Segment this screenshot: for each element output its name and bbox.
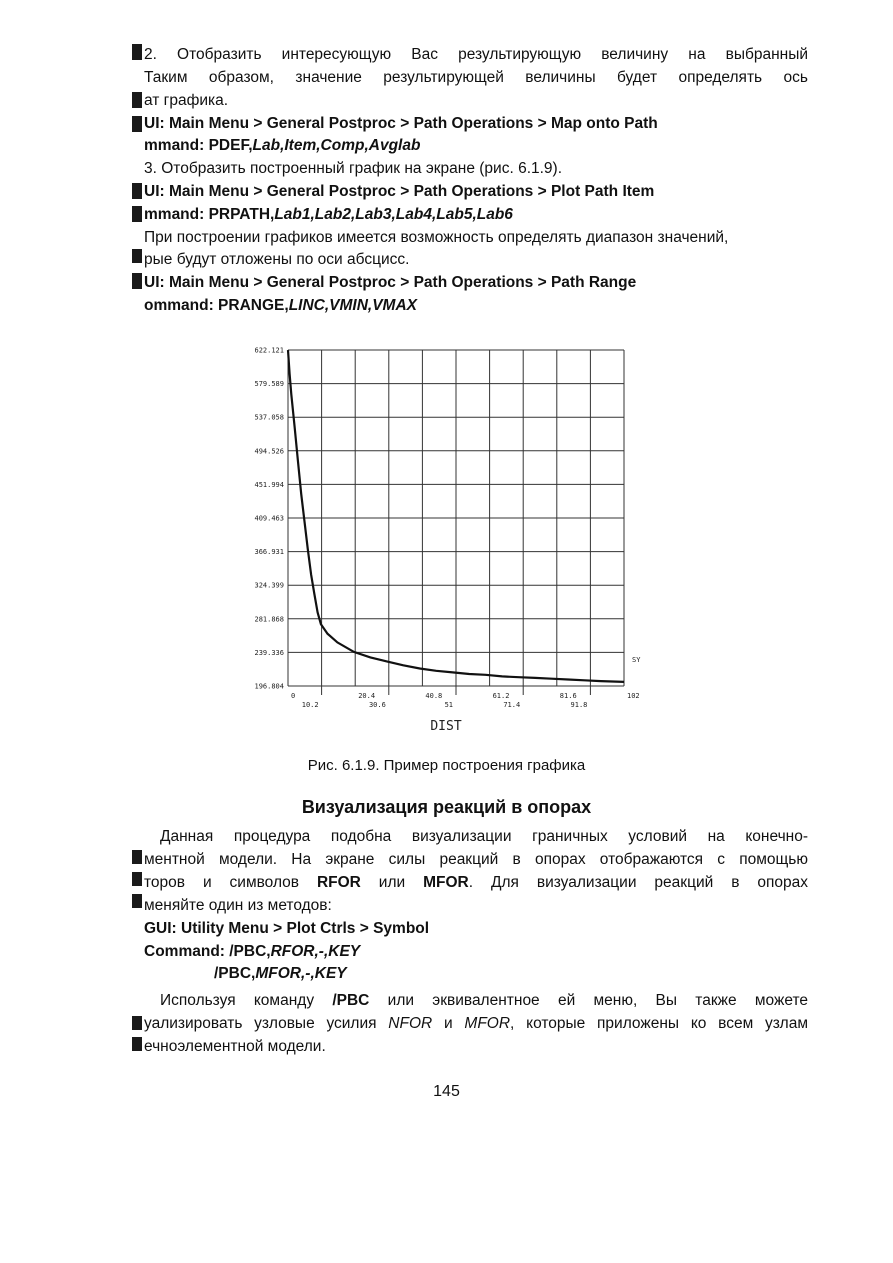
text-run: уализировать узловые усилия xyxy=(144,1015,389,1032)
text-run: или эквивалентное ей меню, Вы также можете xyxy=(369,992,809,1009)
keyword: MFOR xyxy=(423,874,469,891)
command-args: MFOR,-,KEY xyxy=(255,965,347,982)
command-prefix: Command: /PBC, xyxy=(144,943,271,960)
y-tick-label: 239.336 xyxy=(254,648,284,657)
text-run: торов и символов xyxy=(144,874,317,891)
command-prefix: /PBC, xyxy=(214,965,256,982)
command-line xyxy=(144,941,808,963)
x-tick-label: 61.2 xyxy=(492,692,510,700)
text-run: Используя команду xyxy=(160,992,333,1009)
y-tick-label: 409.463 xyxy=(254,514,284,523)
x-axis-title: DIST xyxy=(430,719,462,734)
path-plot-chart xyxy=(228,335,648,735)
x-tick-label: 102 xyxy=(627,692,640,700)
y-tick-label: 366.931 xyxy=(254,548,284,557)
y-tick-label: 579.589 xyxy=(254,380,284,389)
command-line xyxy=(144,204,808,226)
text-line xyxy=(144,1013,808,1035)
gui-path-line: UI: Main Menu > General Postproc > Path Operations > Map onto Path xyxy=(144,115,658,132)
text-run: и xyxy=(432,1015,465,1032)
command-line xyxy=(214,963,808,985)
scan-edge-mark xyxy=(132,894,142,908)
scan-edge-mark xyxy=(132,44,142,60)
scan-edge-mark xyxy=(132,92,142,108)
command-line xyxy=(144,135,808,157)
text-line: рые будут отложены по оси абсцисс. xyxy=(144,251,410,268)
keyword: MFOR xyxy=(464,1015,511,1032)
gui-path-line: UI: Main Menu > General Postproc > Path Operations > Path Range xyxy=(144,274,637,291)
series-label: SY xyxy=(632,655,641,664)
scan-edge-mark xyxy=(132,249,142,263)
x-tick-label: 91.8 xyxy=(570,701,588,709)
page-number: 145 xyxy=(433,1083,460,1100)
scan-edge-mark xyxy=(132,116,142,132)
text-run: , которые приложены ко всем узлам xyxy=(510,1015,808,1032)
x-tick-label: 40.8 xyxy=(425,692,443,700)
figure-caption: Рис. 6.1.9. Пример построения графика xyxy=(307,757,586,774)
scan-edge-mark xyxy=(132,850,142,864)
x-tick-label: 71.4 xyxy=(503,701,521,709)
text-line: При построении графиков имеется возможность определять диапазон значений, xyxy=(144,229,729,246)
text-run: или xyxy=(360,874,424,891)
keyword: RFOR xyxy=(316,874,361,891)
y-tick-label: 451.994 xyxy=(254,480,284,489)
scan-edge-mark xyxy=(132,1016,142,1030)
text-line: 3. Отобразить построенный график на экране (рис. 6.1.9). xyxy=(144,160,563,177)
y-tick-label: 281.868 xyxy=(254,615,284,624)
scan-edge-mark xyxy=(132,206,142,222)
command-args: Lab,Item,Comp,Avglab xyxy=(252,137,421,154)
command-prefix: ommand: PRANGE, xyxy=(144,297,289,314)
scan-edge-mark xyxy=(132,273,142,289)
text-line: ечноэлементной модели. xyxy=(144,1038,326,1055)
command-args: RFOR,-,KEY xyxy=(270,943,361,960)
x-tick-label: 0 xyxy=(291,692,296,700)
text-line: 2. Отобразить интересующую Вас результирующую величину на выбранный xyxy=(144,46,808,63)
text-line: Таким образом, значение результирующей величины будет определять ось xyxy=(144,69,808,86)
command-line xyxy=(144,295,808,317)
x-tick-label: 51 xyxy=(444,701,453,709)
x-tick-label: 30.6 xyxy=(368,701,386,709)
text-line xyxy=(160,990,808,1012)
scan-edge-mark xyxy=(132,183,142,199)
keyword: /PBC xyxy=(332,992,370,1009)
text-line xyxy=(144,872,808,894)
y-tick-label: 324.399 xyxy=(254,581,284,590)
x-tick-label: 81.6 xyxy=(559,692,577,700)
command-prefix: mmand: PRPATH, xyxy=(144,206,275,223)
command-args: Lab1,Lab2,Lab3,Lab4,Lab5,Lab6 xyxy=(274,206,513,223)
gui-path-line: UI: Main Menu > General Postproc > Path Operations > Plot Path Item xyxy=(144,183,655,200)
y-tick-label: 196.804 xyxy=(254,682,284,691)
command-args: LINC,VMIN,VMAX xyxy=(288,297,417,314)
y-tick-label: 622.121 xyxy=(254,346,284,355)
text-line: меняйте один из методов: xyxy=(144,897,332,914)
text-run: . Для визуализации реакций в опорах xyxy=(468,874,808,891)
x-tick-label: 20.4 xyxy=(358,692,376,700)
y-tick-label: 494.526 xyxy=(254,447,284,456)
text-line: ат графика. xyxy=(144,92,229,109)
scan-edge-mark xyxy=(132,1037,142,1051)
text-line: ментной модели. На экране силы реакций в опорах отображаются с помощью xyxy=(144,851,808,868)
y-tick-label: 537.058 xyxy=(254,413,284,422)
text-line: Данная процедура подобна визуализации граничных условий на конечно- xyxy=(160,828,808,845)
gui-path-line: GUI: Utility Menu > Plot Ctrls > Symbol xyxy=(144,920,430,937)
keyword: NFOR xyxy=(388,1015,433,1032)
x-tick-label: 10.2 xyxy=(301,701,319,709)
section-title: Визуализация реакций в опорах xyxy=(301,797,592,817)
command-prefix: mmand: PDEF, xyxy=(144,137,253,154)
scan-edge-mark xyxy=(132,872,142,886)
